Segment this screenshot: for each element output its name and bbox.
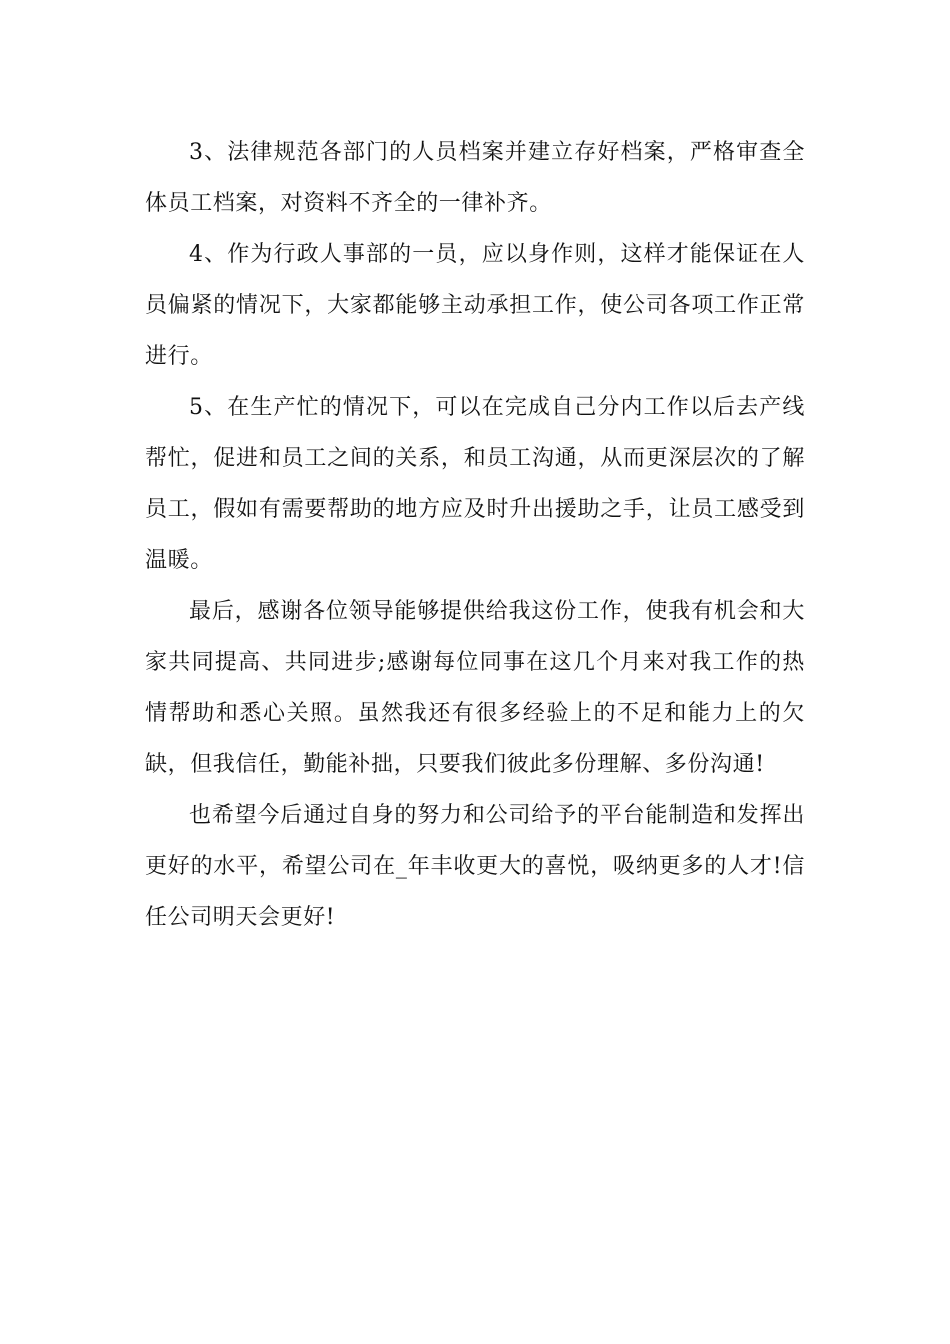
paragraph-item-4: 4、作为行政人事部的一员，应以身作则，这样才能保证在人员偏紧的情况下，大家都能够主动承担工作，使公司各项工作正常进行。: [145, 242, 805, 369]
paragraph-item-3: 3、法律规范各部门的人员档案并建立存好档案，严格审查全体员工档案，对资料不齐全的一律补齐。: [145, 140, 805, 216]
document-body: [145, 127, 805, 943]
paragraph-closing: 也希望今后通过自身的努力和公司给予的平台能制造和发挥出更好的水平，希望公司在_年丰收更大的喜悦，吸纳更多的人才!信任公司明天会更好!: [145, 803, 805, 930]
paragraph-item-5: 5、在生产忙的情况下，可以在完成自己分内工作以后去产线帮忙，促进和员工之间的关系，和员工沟通，从而更深层次的了解员工，假如有需要帮助的地方应及时升出援助之手，让员工感受到温暖。: [145, 395, 805, 573]
paragraph-thanks: 最后，感谢各位领导能够提供给我这份工作，使我有机会和大家共同提高、共同进步;感谢每位同事在这几个月来对我工作的热情帮助和悉心关照。虽然我还有很多经验上的不足和能力上的欠缺，但我信任，勤能补拙，只要我们彼此多份理解、多份沟通!: [145, 599, 805, 777]
